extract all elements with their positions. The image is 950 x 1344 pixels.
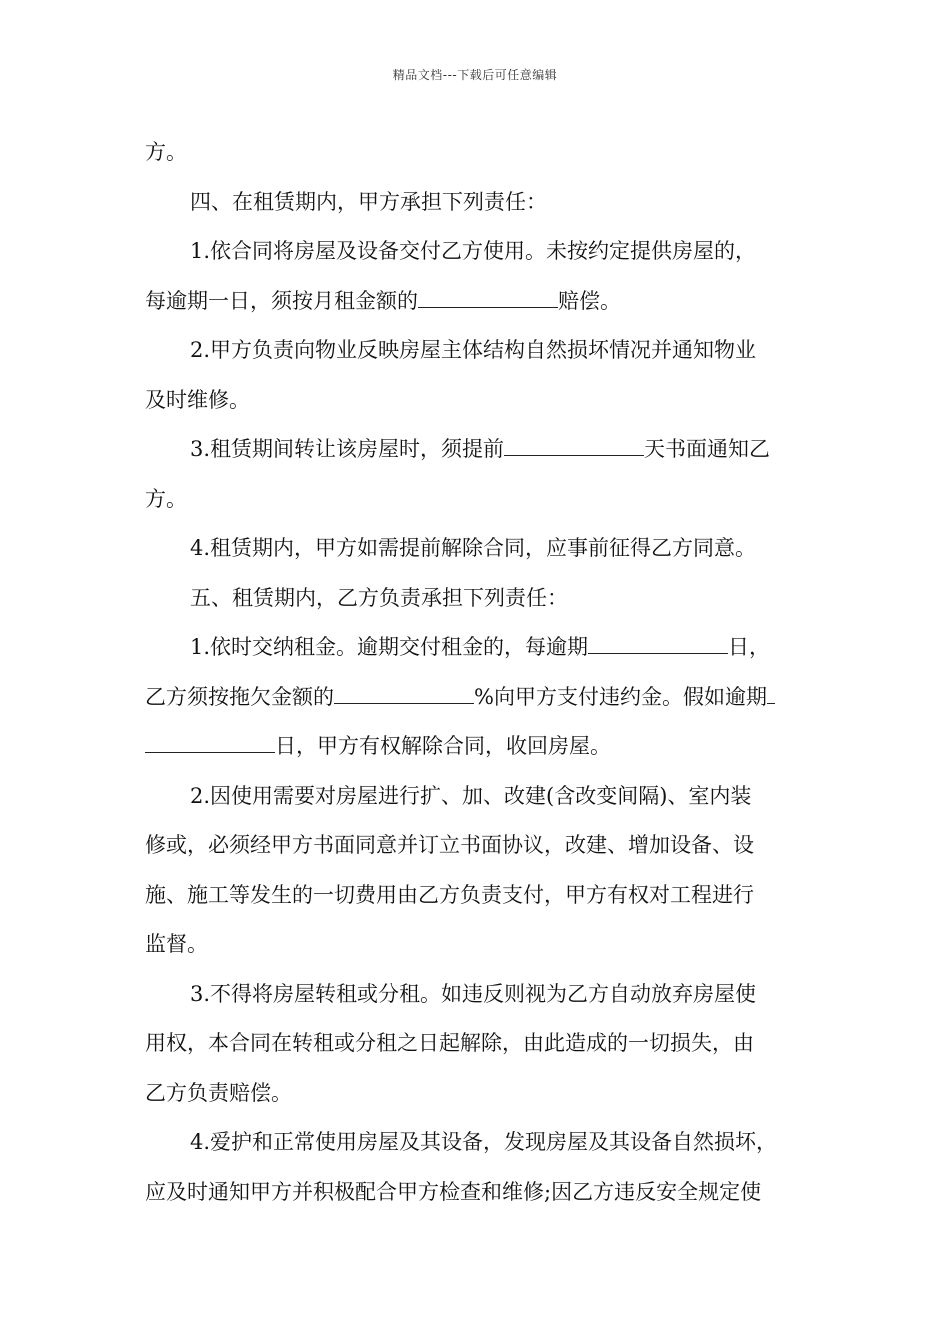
- page-header: 精品文档---下载后可任意编辑: [392, 68, 558, 82]
- text-span: 4.租赁期内，甲方如需提前解除合同，应事前征得乙方同意。: [190, 536, 757, 560]
- text-line: [145, 673, 810, 723]
- fill-blank[interactable]: [504, 433, 644, 456]
- text-line: [145, 871, 810, 921]
- text-line: [145, 821, 810, 871]
- text-span: 四、在租赁期内，甲方承担下列责任：: [190, 189, 547, 214]
- text-span: 监督。: [145, 932, 208, 956]
- text-span: 五、租赁期内，乙方负责承担下列责任：: [190, 585, 568, 610]
- fill-blank[interactable]: [418, 285, 558, 308]
- text-line: [145, 425, 810, 475]
- text-line: [145, 524, 810, 574]
- text-span: 赔偿。: [558, 288, 621, 313]
- text-line: [145, 376, 810, 426]
- text-span: 施、施工等发生的一切费用由乙方负责支付，甲方有权对工程进行: [145, 882, 754, 907]
- text-span: 方。: [145, 140, 187, 164]
- fill-blank[interactable]: [588, 631, 728, 654]
- text-span: 方。: [145, 486, 187, 511]
- fill-blank[interactable]: [145, 730, 275, 753]
- text-span: 1.依时交纳租金。逾期交付租金的，每逾期: [190, 635, 589, 659]
- text-line: [145, 1019, 810, 1069]
- text-span: 2.因使用需要对房屋进行扩、加、改建(含改变间隔)、室内装: [190, 783, 752, 808]
- text-span: 1.依合同将房屋及设备交付乙方使用。未按约定提供房屋的，: [190, 239, 757, 263]
- text-line: [145, 326, 810, 376]
- text-line: [145, 227, 810, 277]
- section-heading-4: [145, 178, 810, 228]
- text-line: [145, 475, 810, 525]
- text-span: 修或，必须经甲方书面同意并订立书面协议，改建、增加设备、设: [145, 833, 754, 857]
- text-span: 日，: [728, 635, 771, 659]
- text-span: 每逾期一日，须按月租金额的: [145, 288, 418, 313]
- fill-blank[interactable]: [767, 681, 775, 704]
- document-body: [145, 128, 810, 1217]
- text-line: [145, 1069, 810, 1119]
- text-line: [145, 970, 810, 1020]
- text-line: [145, 623, 810, 673]
- text-span: 天书面通知乙: [644, 437, 771, 461]
- text-line: [145, 722, 810, 772]
- fill-blank[interactable]: [334, 681, 474, 704]
- text-span: 及时维修。: [145, 387, 250, 412]
- text-line: [145, 128, 810, 178]
- text-span: 日，甲方有权解除合同，收回房屋。: [275, 734, 611, 758]
- text-span: 应及时通知甲方并积极配合甲方检查和维修;因乙方违反安全规定使: [145, 1179, 762, 1204]
- text-span: 用权，本合同在转租或分租之日起解除，由此造成的一切损失，由: [145, 1031, 754, 1055]
- text-line: [145, 772, 810, 822]
- text-line: [145, 920, 810, 970]
- text-line: [145, 1118, 810, 1168]
- section-heading-5: [145, 574, 810, 624]
- text-span: 4.爱护和正常使用房屋及其设备，发现房屋及其设备自然损坏，: [190, 1130, 778, 1154]
- text-span: %向甲方支付违约金。假如逾期: [474, 684, 767, 709]
- text-span: 2.甲方负责向物业反映房屋主体结构自然损坏情况并通知物业: [190, 338, 757, 362]
- text-span: 3.不得将房屋转租或分租。如违反则视为乙方自动放弃房屋使: [190, 981, 757, 1006]
- text-line: [145, 1168, 810, 1218]
- text-span: 3.租赁期间转让该房屋时，须提前: [190, 437, 505, 461]
- text-line: [145, 277, 810, 327]
- text-span: 乙方须按拖欠金额的: [145, 684, 334, 709]
- text-span: 乙方负责赔偿。: [145, 1080, 292, 1105]
